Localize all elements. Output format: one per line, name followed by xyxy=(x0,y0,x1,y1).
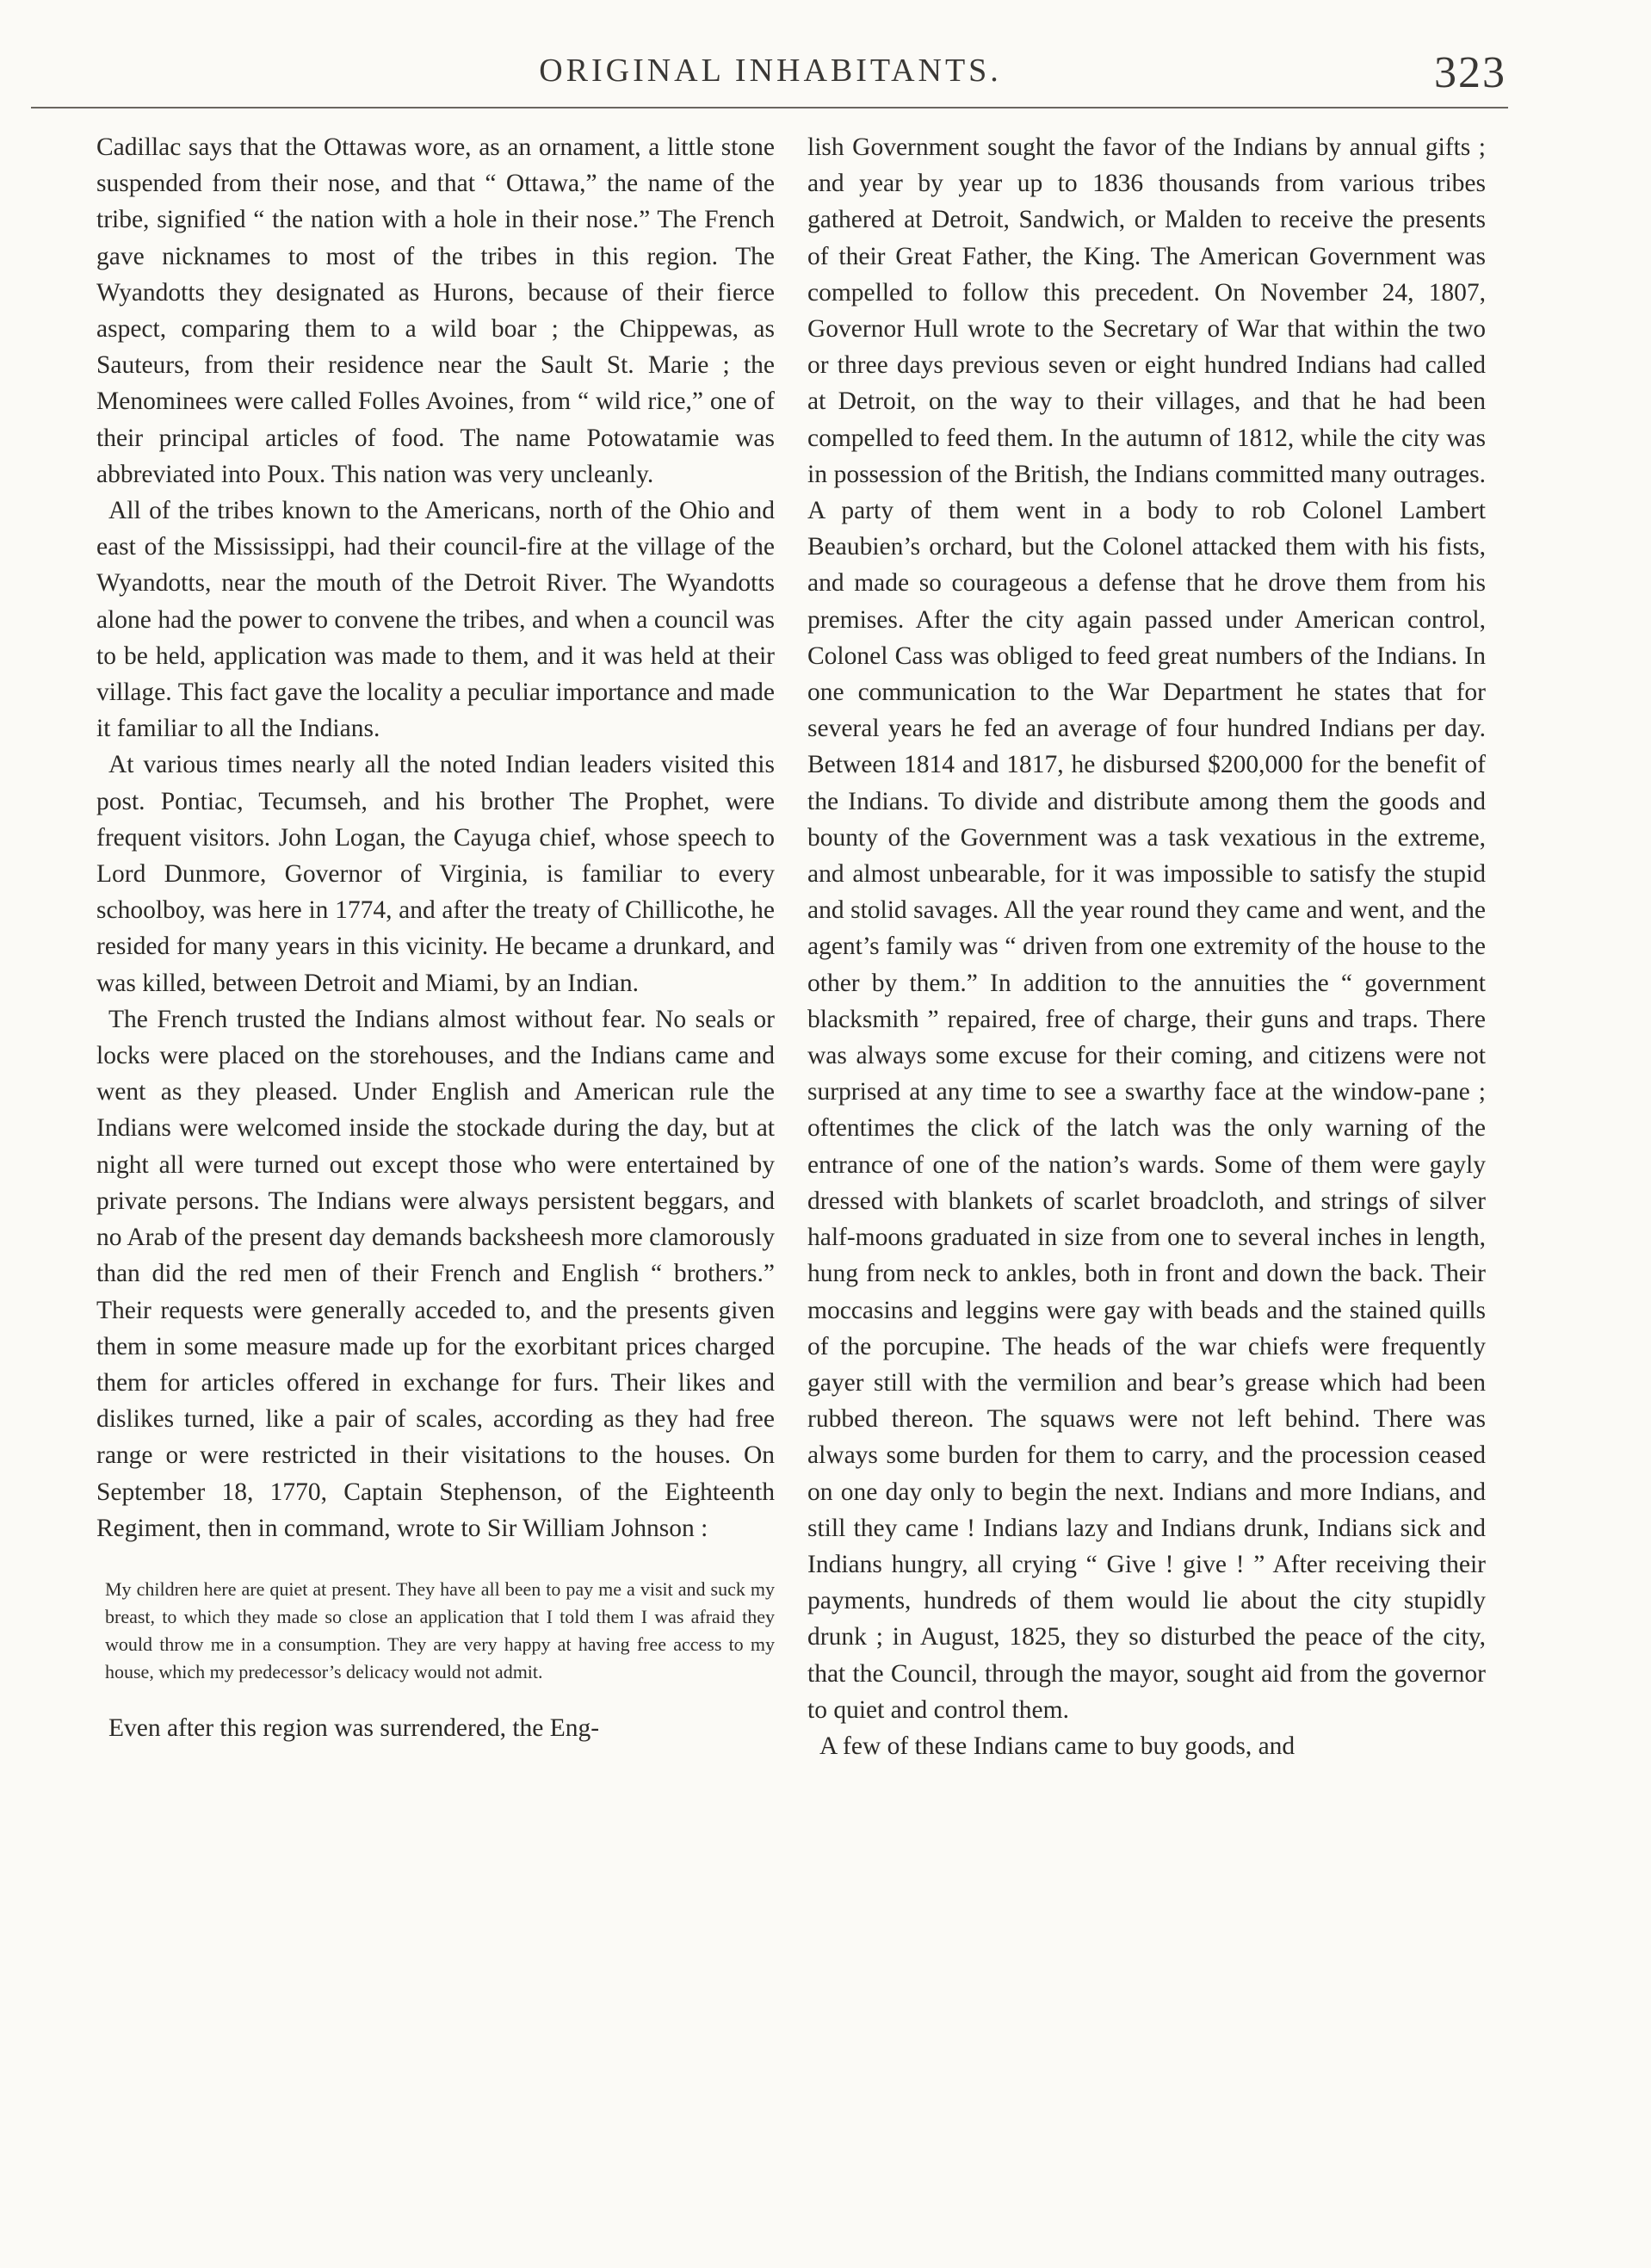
page-number: 323 xyxy=(1434,48,1506,97)
header-rule xyxy=(31,107,1508,108)
paragraph-buy-goods: A few of these Indians came to buy goods, and xyxy=(819,1732,1295,1760)
paragraph-french-trust: The French trusted the Indians almost without fear. No seals or locks were placed on the storehouses, and the Indians came and went as they pleased. Under English and American rule the Indians were welcomed inside the stockade during the day, but at night all were turned out except those who were entertained by private persons. The Indians were always persistent beggars, and no Arab of the present day demands backsheesh more clamorously than did the red men of their French and English “ brothers.” Their requests were generally acceded to, and the presents given them in some measure made up for the exorbitant prices charged them for articles offered in exchange for furs. Their likes and dislikes turned, like a pair of scales, according as they had free range or were restricted in their visitations to the houses. On September 18, 1770, Captain Stephenson, of the Eighteenth Regiment, then in command, wrote to Sir William Johnson : xyxy=(96,1005,775,1542)
paragraph-indian-leaders: At various times nearly all the noted Indian leaders visited this post. Pontiac, Tecumseh, and his brother The Prophet, were frequent visitors. John Logan, the Cayuga chief, whose speech to Lord Dunmore, Governor of Virginia, is familiar to every schoolboy, was here in 1774, and after the treaty of Chillicothe, he resided for many years in this vicinity. He became a drunkard, and was killed, between Detroit and Miami, by an Indian. xyxy=(96,751,775,997)
right-column xyxy=(807,129,1486,1764)
paragraph-closing: Even after this region was surrendered, the Eng- xyxy=(108,1713,600,1742)
block-quote: My children here are quiet at present. They have all been to pay me a visit and suck my breast, to which they made so close an application that I told them I was afraid they would throw me in a consumption. They are very happy at having free access to my house, which my predecessor’s delicacy would not admit. xyxy=(105,1577,775,1682)
paragraph-ottawas: Cadillac says that the Ottawas wore, as an ornament, a little stone suspended from their nose, and that “ Ottawa,” the name of the tribe, signified “ the nation with a hole in their nose.” The French gave nicknames to most of the tribes in this region. The Wyandotts they designated as Hurons, because of their fierce aspect, comparing them to a wild boar ; the Chippewas, as Sauteurs, from their residence near the Sault St. Marie ; the Menominees were called Folles Avoines, from “ wild rice,” one of their principal articles of food. The name Potowatamie was abbreviated into Poux. This nation was very uncleanly. xyxy=(96,133,775,488)
paragraph-government-gifts: lish Government sought the favor of the Indians by annual gifts ; and year by year up to 1836 thousands from various tribes gathered at Detroit, Sandwich, or Malden to receive the presents of their Great Father, the King. The American Government was compelled to follow this precedent. On November 24, 1807, Governor Hull wrote to the Secretary of War that within the two or three days previous seven or eight hundred Indians had called at Detroit, on the way to their villages, and that he had been compelled to feed them. In the autumn of 1812, while the city was in possession of the British, the Indians committed many outrages. A party of them went in a body to rob Colonel Lambert Beaubien’s orchard, but the Colonel attacked them with his fists, and made so courageous a defense that he drove them from his premises. After the city again passed under American control, Colonel Cass was obliged to feed great numbers of the Indians. In one communication to the War Department he states that for several years he fed an average of four hundred Indians per day. Between 1814 and 1817, he disbursed $200,000 for the benefit of the Indians. To divide and distribute among them the goods and bounty of the Government was a task vexatious in the extreme, and almost unbearable, for it was impossible to satisfy the stupid and stolid savages. All the year round they came and went, and the agent’s family was “ driven from one extremity of the house to the other by them.” In addition to the annuities the “ government blacksmith ” repaired, free of charge, their guns and traps. There was always some excuse for their coming, and citizens were not surprised at any time to see a swarthy face at the window-pane ; oftentimes the click of the latch was the only warning of the entrance of one of the nation’s wards. Some of them were gayly dressed with blankets of scarlet broadcloth, and strings of silver half-moons graduated in size from one to several inches in length, hung from neck to ankles, both in front and down the back. Their moccasins and leggins were gay with beads and the stained quills of the porcupine. The heads of the war chiefs were frequently gayer still with the vermilion and bear’s grease which had been rubbed thereon. The squaws were not left behind. There was always some burden for them to carry, and the procession ceased on one day only to begin the next. Indians and more Indians, and still they came ! Indians lazy and Indians drunk, Indians sick and Indians hungry, all crying “ Give ! give ! ” After receiving their payments, hundreds of them would lie about the city stupidly drunk ; in August, 1825, they so disturbed the peace of the city, that the Council, through the mayor, sought aid from the governor to quiet and control them. xyxy=(807,133,1486,1724)
left-column xyxy=(96,129,775,1746)
paragraph-council-fire: All of the tribes known to the Americans, north of the Ohio and east of the Mississippi, had their council-fire at the village of the Wyandotts, near the mouth of the Detroit River. The Wyandotts alone had the power to convene the tribes, and when a council was to be held, application was made to them, and it was held at their village. This fact gave the locality a peculiar importance and made it familiar to all the Indians. xyxy=(96,497,775,743)
running-head: ORIGINAL INHABITANTS. xyxy=(539,53,1002,89)
page-header xyxy=(0,0,1651,112)
